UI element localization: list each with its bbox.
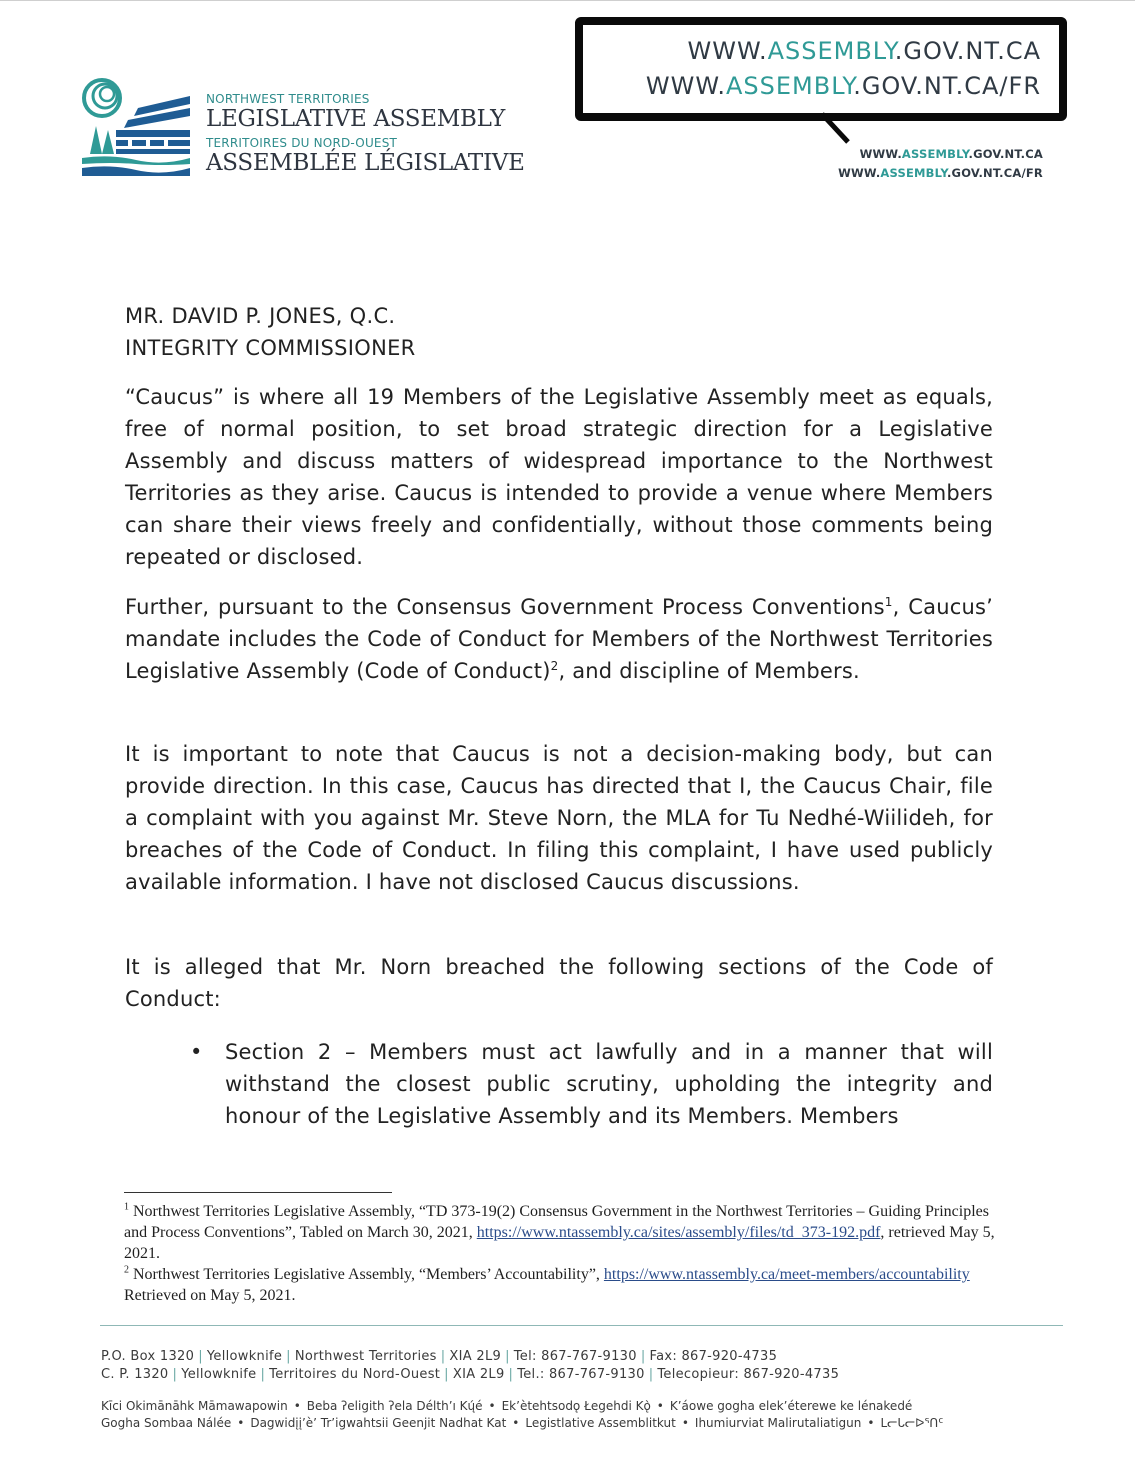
language-name: Ihumiurviat Malirutaliatigun	[694, 1416, 862, 1430]
address-fax: Telecopieur: 867-920-4735	[657, 1367, 840, 1382]
language-name: ᒪᓕᒐᓕᐅᕐᑎᑦ	[880, 1416, 944, 1430]
org-region-fr: TERRITOIRES DU NORD-OUEST	[206, 136, 398, 150]
footer-address-fr: C. P. 1320 | Yellowknife | Territoires du Nord-Ouest | XIA 2L9 | Tel.: 867-767-9130 | Telecopieur: 867-920-4735	[101, 1367, 840, 1382]
footnote-1-link[interactable]: https://www.ntassembly.ca/sites/assembly/files/td_373-192.pdf	[476, 1224, 881, 1241]
address-phone: Tel: 867-767-9130	[513, 1349, 637, 1364]
org-name-en: LEGISLATIVE ASSEMBLY	[206, 106, 505, 132]
language-name: Ek’ètehtsodǫ Łegehdi Kǫ̀	[501, 1399, 651, 1413]
language-name: Dagwidįį’è’ Tr’igwahtsii Geenjit Nadhat Kat	[250, 1416, 507, 1430]
paragraph-text: Further, pursuant to the Consensus Government Process Conventions	[125, 595, 885, 619]
footnote-ref-2[interactable]: 2	[550, 659, 559, 673]
url-suffix: .GOV.NT.CA	[968, 147, 1043, 161]
org-name-fr: ASSEMBLÉE LÉGISLATIVE	[206, 150, 525, 176]
footer-languages-line-2: Gogha Sombaa Nálée • Dagwidįį’è’ Tr’igwahtsii Geenjit Nadhat Kat • Legistlative Assemblitkut • Ihumiurviat Malirutaliatigun • ᒪᓕᒐᓕᐅᕐᑎᑦ	[101, 1416, 944, 1430]
footnote-2	[124, 1264, 1004, 1306]
legislative-assembly-logo-icon	[80, 74, 192, 180]
paragraph-text: , and discipline of Members.	[558, 659, 860, 683]
language-name: K’áowe gogha elek’éterewe ke lénakedé	[669, 1399, 913, 1413]
language-name: Gogha Sombaa Nálée	[101, 1416, 232, 1430]
footer-divider	[100, 1325, 1063, 1326]
url-accent: ASSEMBLY	[901, 147, 969, 161]
address-city: Yellowknife	[181, 1367, 257, 1382]
callout-pointer-line	[818, 112, 858, 152]
footnote-number: 2	[124, 1264, 129, 1276]
addressee-name: MR. DAVID P. JONES, Q.C.	[125, 304, 396, 328]
top-edge-line	[0, 0, 1135, 1]
website-callout-box	[575, 17, 1067, 121]
footer-languages-line-1: Kīci Okimānāhk Māmawapowin • Beba ʔeligith ʔela Délth’ı Kų́é • Ek’ètehtsodǫ Łegehdi Kǫ̀ • K’áowe gogha elek’éterewe ke lénakedé	[101, 1399, 913, 1413]
bullet-item-section-2: Section 2 – Members must act lawfully and in a manner that will withstand the closest public scrutiny, upholding the integrity and honour of the Legislative Assembly and its Members. Members	[225, 1040, 993, 1128]
footnote-text: Retrieved on May 5, 2021.	[124, 1287, 296, 1304]
footnote-2-link[interactable]: https://www.ntassembly.ca/meet-members/accountability	[603, 1266, 970, 1283]
footnote-number: 1	[124, 1201, 129, 1213]
footnotes	[124, 1201, 1004, 1306]
paragraph-caucus-definition: “Caucus” is where all 19 Members of the Legislative Assembly meet as equals, free of normal position, to set broad strategic direction for a Legislative Assembly and discuss matters of widespread importance to the Northwest Territories as they arise. Caucus is intended to provide a venue where Members can share their views freely and confidentially, without those comments being repeated or disclosed.	[125, 385, 993, 569]
address-territory: Northwest Territories	[294, 1349, 437, 1364]
address-po-box: P.O. Box 1320	[101, 1349, 195, 1364]
url-accent: ASSEMBLY	[726, 72, 854, 100]
address-postal-code: XIA 2L9	[452, 1367, 505, 1382]
address-fax: Fax: 867-920-4735	[649, 1349, 778, 1364]
footnote-ref-1[interactable]: 1	[884, 595, 893, 609]
footer-address-en: P.O. Box 1320 | Yellowknife | Northwest Territories | XIA 2L9 | Tel: 867-767-9130 | Fax: 867-920-4735	[101, 1349, 778, 1364]
language-name: Kīci Okimānāhk Māmawapowin	[101, 1399, 288, 1413]
address-postal-code: XIA 2L9	[449, 1349, 502, 1364]
footnote-divider	[124, 1192, 392, 1193]
url-accent: ASSEMBLY	[767, 37, 895, 65]
footnote-1	[124, 1201, 1004, 1264]
url-prefix: WWW.	[687, 37, 768, 65]
bullet-icon: •	[190, 1040, 203, 1064]
paragraph-complaint-direction: It is important to note that Caucus is not a decision-making body, but can provide direction. In this case, Caucus has directed that I, the Caucus Chair, file a complaint with you against Mr. Steve Norn, the MLA for Tu Nedhé-Wiilideh, for breaches of the Code of Conduct. In filing this complaint, I have used publicly available information. I have not disclosed Caucus discussions.	[125, 742, 993, 894]
url-prefix: WWW.	[838, 166, 881, 180]
paragraph-allegation: It is alleged that Mr. Norn breached the following sections of the Code of Conduct:	[125, 955, 993, 1011]
footnote-text: Northwest Territories Legislative Assembly, “Members’ Accountability”,	[133, 1266, 604, 1283]
language-name: Beba ʔeligith ʔela Délth’ı Kų́é	[306, 1399, 483, 1413]
url-suffix: .GOV.NT.CA/FR	[853, 72, 1041, 100]
url-prefix: WWW.	[859, 147, 902, 161]
paragraph-caucus-mandate	[125, 591, 993, 687]
header-url-fr[interactable]	[838, 166, 1043, 180]
paragraph-text: , Caucus’ mandate includes the Code of Conduct for Members of the Northwest Territories Legislative Assembly (Code of Conduct)	[125, 595, 993, 683]
language-name: Legistlative Assemblitkut	[525, 1416, 676, 1430]
url-suffix: .GOV.NT.CA/FR	[946, 166, 1043, 180]
address-po-box: C. P. 1320	[101, 1367, 169, 1382]
footnote-text: , retrieved May 5, 2021.	[124, 1224, 995, 1262]
address-city: Yellowknife	[206, 1349, 283, 1364]
url-suffix: .GOV.NT.CA	[894, 37, 1041, 65]
url-prefix: WWW.	[645, 72, 726, 100]
addressee-block	[125, 300, 416, 364]
footnote-text: Northwest Territories Legislative Assembly, “TD 373-19(2) Consensus Government in the Northwest Territories – Guiding Principles and Process Conventions”, Tabled on March 30, 2021,	[124, 1203, 989, 1241]
url-accent: ASSEMBLY	[880, 166, 947, 180]
header-url-en[interactable]	[860, 147, 1043, 161]
organization-name	[206, 92, 525, 176]
org-region-en: NORTHWEST TERRITORIES	[206, 92, 370, 106]
callout-url-en[interactable]	[688, 37, 1042, 65]
addressee-title: INTEGRITY COMMISSIONER	[125, 336, 416, 360]
address-territory: Territoires du Nord-Ouest	[269, 1367, 441, 1382]
callout-url-fr[interactable]	[646, 72, 1041, 100]
address-phone: Tel.: 867-767-9130	[517, 1367, 645, 1382]
